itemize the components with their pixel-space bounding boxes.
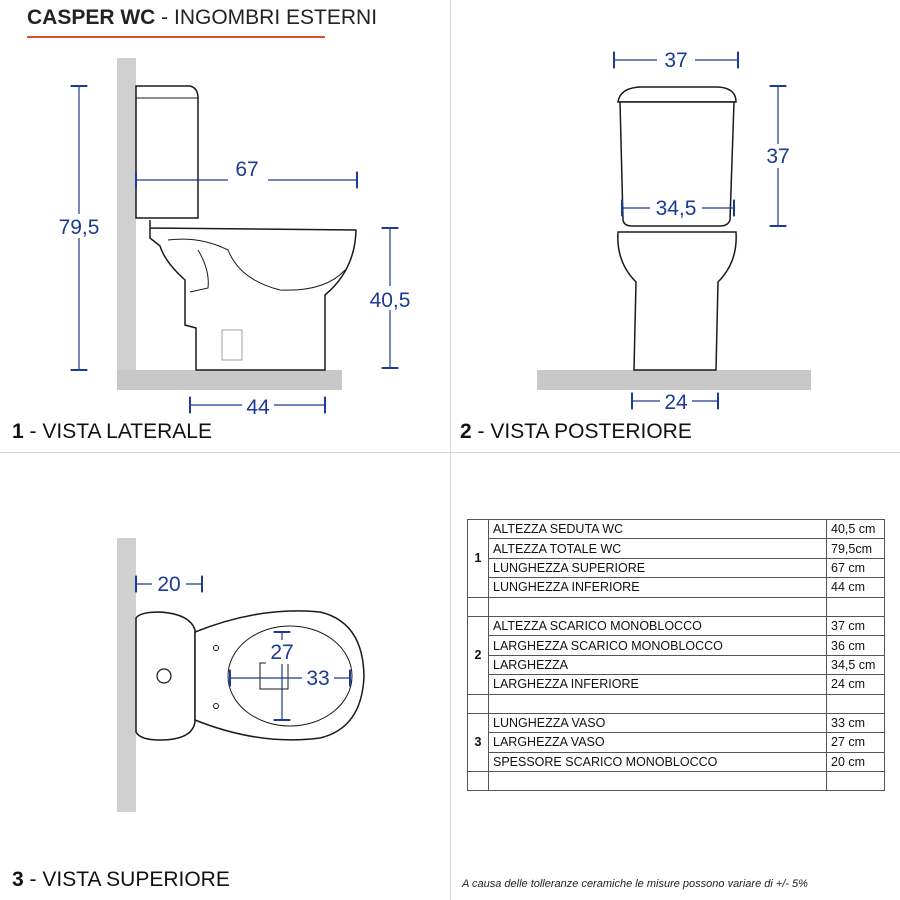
rear-floor xyxy=(537,370,811,390)
table-cell-value: 20 cm xyxy=(827,752,885,771)
view-name-side: - VISTA LATERALE xyxy=(23,420,212,443)
top-flush-button xyxy=(157,669,171,683)
tolerance-note: A causa delle tolleranze ceramiche le misure possono variare di +/- 5% xyxy=(462,878,808,890)
view-number-rear: 2 xyxy=(460,420,472,443)
table-row xyxy=(468,713,885,732)
title-separator: - xyxy=(155,6,175,29)
table-cell-value: 40,5 cm xyxy=(827,520,885,539)
view-name-top: - VISTA SUPERIORE xyxy=(23,868,230,891)
title-subtitle: INGOMBRI ESTERNI xyxy=(174,6,378,29)
table-cell-value: 27 cm xyxy=(827,733,885,752)
table-row xyxy=(468,655,885,674)
view-number-top: 3 xyxy=(12,868,24,891)
rear-view xyxy=(537,48,811,414)
view-label-side xyxy=(12,420,212,444)
dim-side-top-length: 67 xyxy=(235,158,259,181)
table-cell-label: ALTEZZA SEDUTA WC xyxy=(489,520,827,539)
table-row xyxy=(468,578,885,597)
top-bowl xyxy=(195,611,364,740)
table-cell-label: LUNGHEZZA VASO xyxy=(489,713,827,732)
dim-rear-tank-height: 37 xyxy=(766,145,790,168)
dim-side-total-height: 79,5 xyxy=(58,216,100,239)
table-cell-value: 34,5 cm xyxy=(827,655,885,674)
table-cell-label: LARGHEZZA xyxy=(489,655,827,674)
floor xyxy=(117,370,342,390)
table-cell-value: 79,5cm xyxy=(827,539,885,558)
side-tank xyxy=(136,86,198,218)
dim-rear-base-width: 24 xyxy=(664,391,688,414)
table-group-id: 2 xyxy=(468,616,489,694)
table-row xyxy=(468,539,885,558)
table-cell-value: 44 cm xyxy=(827,578,885,597)
top-wall xyxy=(117,538,136,812)
table-cell-label: ALTEZZA TOTALE WC xyxy=(489,539,827,558)
specs-table xyxy=(467,519,885,791)
dim-side-seat-height: 40,5 xyxy=(369,289,411,312)
table-cell-value: 37 cm xyxy=(827,616,885,635)
table-cell-label: SPESSORE SCARICO MONOBLOCCO xyxy=(489,752,827,771)
dim-rear-top-width: 37 xyxy=(664,49,688,72)
table-cell-label: LUNGHEZZA SUPERIORE xyxy=(489,558,827,577)
table-cell-label: LUNGHEZZA INFERIORE xyxy=(489,578,827,597)
top-view xyxy=(117,538,364,812)
table-cell-label: LARGHEZZA VASO xyxy=(489,733,827,752)
table-row xyxy=(468,752,885,771)
table-cell-value: 36 cm xyxy=(827,636,885,655)
view-name-rear: - VISTA POSTERIORE xyxy=(471,420,692,443)
table-spacer-row xyxy=(468,772,885,791)
table-cell-label: ALTEZZA SCARICO MONOBLOCCO xyxy=(489,616,827,635)
side-view xyxy=(50,58,416,419)
dim-top-outlet-depth: 20 xyxy=(157,573,181,596)
view-label-top xyxy=(12,868,230,892)
table-spacer-row xyxy=(468,694,885,713)
table-row xyxy=(468,616,885,635)
table-group-id: 1 xyxy=(468,520,489,598)
table-cell-value: 67 cm xyxy=(827,558,885,577)
dim-top-bowl-width: 27 xyxy=(270,641,294,664)
dim-side-bottom-length: 44 xyxy=(246,396,270,419)
table-cell-label: LARGHEZZA SCARICO MONOBLOCCO xyxy=(489,636,827,655)
dim-top-bowl-length: 33 xyxy=(306,667,330,690)
product-name: CASPER WC xyxy=(27,6,156,29)
table-row xyxy=(468,520,885,539)
rear-bowl xyxy=(618,232,736,370)
view-label-rear xyxy=(460,420,692,444)
table-spacer-row xyxy=(468,597,885,616)
rear-tank-lid xyxy=(618,87,736,102)
table-row xyxy=(468,636,885,655)
dim-rear-tank-bottom-width: 34,5 xyxy=(655,197,697,220)
table-cell-value: 33 cm xyxy=(827,713,885,732)
side-bowl xyxy=(150,220,356,370)
table-row xyxy=(468,558,885,577)
table-cell-value: 24 cm xyxy=(827,675,885,694)
table-row xyxy=(468,733,885,752)
table-cell-label: LARGHEZZA INFERIORE xyxy=(489,675,827,694)
table-group-id: 3 xyxy=(468,713,489,771)
view-number-side: 1 xyxy=(12,420,24,443)
wall xyxy=(117,58,136,370)
table-row xyxy=(468,675,885,694)
